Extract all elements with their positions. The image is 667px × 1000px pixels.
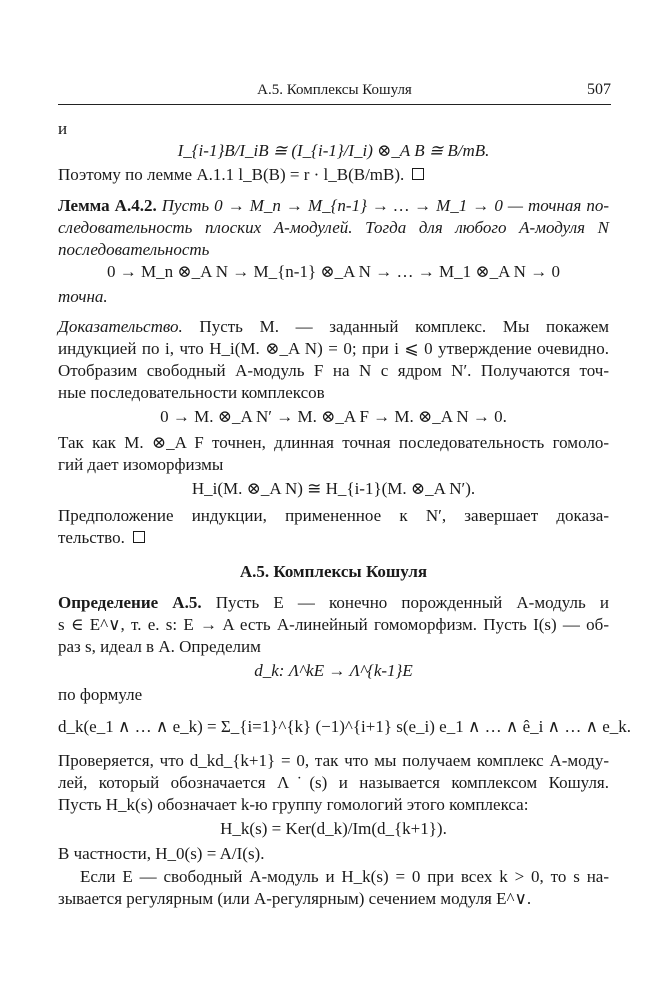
lemma-line xyxy=(58,195,609,217)
section-title: А.5. Комплексы Кошуля xyxy=(239,562,428,581)
text-line xyxy=(58,527,609,549)
display-formula: I_{i-1}B/I_iB ≅ (I_{i-1}/I_i) ⊗_A B ≅ B/mB. xyxy=(177,141,490,160)
text-span: тельство. xyxy=(58,528,125,547)
proof-label: Доказательство. xyxy=(58,317,183,336)
text-line: Отобразим свободный A-модуль F на N с ядром N′. Получаются точ- xyxy=(58,361,609,380)
text-line: s ∈ E^∨, т. е. s: E → A есть A-линейный гомоморфизм. Пусть I(s) — об- xyxy=(58,615,609,634)
running-header xyxy=(58,80,611,105)
text-line: следовательность плоских A-модулей. Тогда для любого A-модуля N xyxy=(58,218,609,237)
text-line: раз s, идеал в A. Определим xyxy=(58,637,261,656)
qed-square-icon xyxy=(412,168,424,180)
text-line: гий дает изоморфизмы xyxy=(58,455,224,474)
lemma-text: Пусть 0 → M_n → M_{n-1} → … → M_1 → 0 — точная по- xyxy=(161,196,609,215)
text-line: зывается регулярным (или A-регулярным) сечением модуля E^∨. xyxy=(58,889,532,908)
display-formula: 0 → M. ⊗_A N′ → M. ⊗_A F → M. ⊗_A N → 0. xyxy=(160,407,507,426)
text-line: Пусть H_k(s) обозначает k-ю группу гомологий этого комплекса: xyxy=(58,795,529,814)
text-line: и xyxy=(58,119,68,138)
text-line: В частности, H_0(s) = A/I(s). xyxy=(58,844,265,863)
text-line: точна. xyxy=(58,287,108,306)
page-number: 507 xyxy=(587,81,611,98)
display-formula: H_i(M. ⊗_A N) ≅ H_{i-1}(M. ⊗_A N′). xyxy=(191,479,476,498)
text-line: Так как M. ⊗_A F точнен, длинная точная последовательность гомоло- xyxy=(58,433,609,452)
display-formula: H_k(s) = Ker(d_k)/Im(d_{k+1}). xyxy=(220,819,447,838)
lemma-label: Лемма А.4.2. xyxy=(58,196,157,215)
text-line: последовательность xyxy=(58,240,210,259)
text-span: Поэтому по лемме А.1.1 l_B(B) = r · l_B(B/mB). xyxy=(58,165,405,184)
definition-line xyxy=(58,592,609,614)
text-line: лей, который обозначается Λ˙(s) и называется комплексом Кошуля. xyxy=(58,773,609,792)
text-line: ные последовательности комплексов xyxy=(58,383,325,402)
display-formula: d_k: Λ^kE → Λ^{k-1}E xyxy=(254,661,413,680)
definition-label: Определение А.5. xyxy=(58,593,202,612)
text-line xyxy=(58,164,609,186)
qed-square-icon xyxy=(133,531,145,543)
text-line: Предположение индукции, примененное к N′, завершает доказа- xyxy=(58,506,609,525)
text-line: Если E — свободный A-модуль и H_k(s) = 0 при всех k > 0, то s на- xyxy=(80,867,609,886)
text-line: индукцией по i, что H_i(M. ⊗_A N) = 0; при i ⩽ 0 утверждение очевидно. xyxy=(58,339,609,358)
running-title: А.5. Комплексы Кошуля xyxy=(257,82,412,98)
display-formula: 0 → M_n ⊗_A N → M_{n-1} ⊗_A N → … → M_1 ⊗_A N → 0 xyxy=(107,262,560,281)
text-line: по формуле xyxy=(58,685,143,704)
display-formula: d_k(e_1 ∧ … ∧ e_k) = Σ_{i=1}^{k} (−1)^{i+1} s(e_i) e_1 ∧ … ∧ ê_i ∧ … ∧ e_k. xyxy=(58,717,632,736)
text-span: Пусть M. — заданный комплекс. Мы покажем xyxy=(199,317,609,336)
text-span: Пусть E — конечно порожденный A-модуль и xyxy=(215,593,609,612)
proof-line xyxy=(58,316,609,338)
text-line: Проверяется, что d_kd_{k+1} = 0, так что мы получаем комплекс A-моду- xyxy=(58,751,609,770)
